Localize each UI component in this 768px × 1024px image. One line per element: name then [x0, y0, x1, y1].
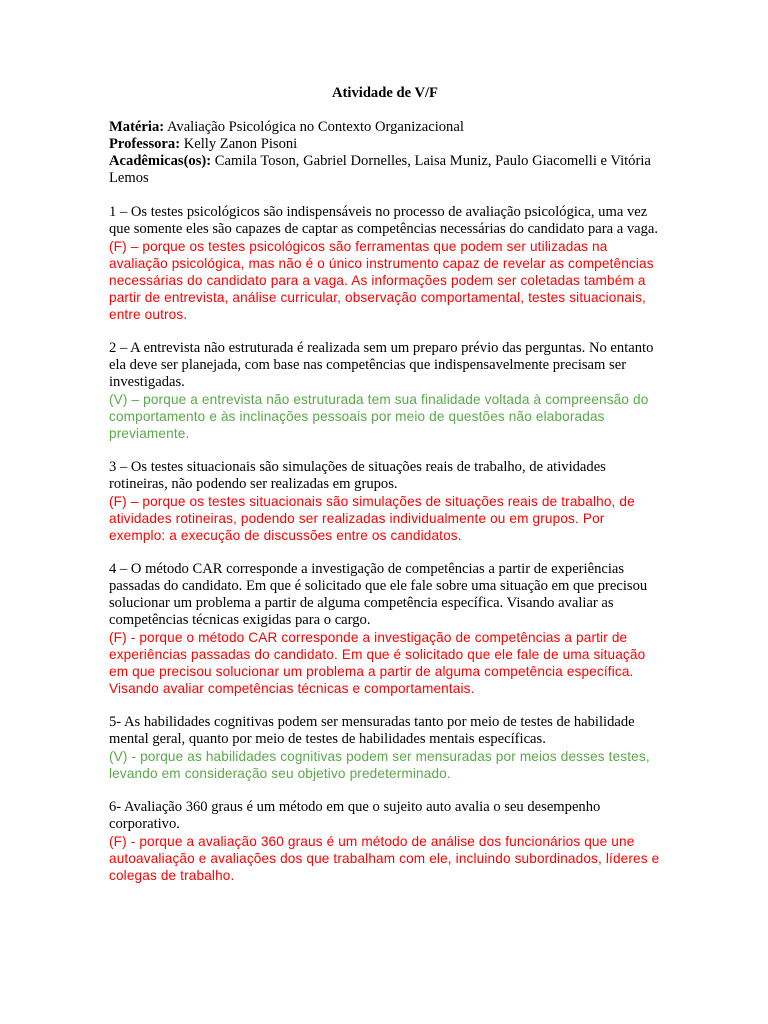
question-1: [109, 204, 661, 323]
materia-line: [109, 119, 661, 136]
answer-true: (V) - porque as habilidades cognitivas podem ser mensuradas por meios desses testes, levando em consideração seu objetivo predeterminado.: [109, 749, 650, 781]
answer-false: (F) – porque os testes psicológicos são ferramentas que podem ser utilizadas na avaliação psicológica, mas não é o único instrumento capaz de revelar as competências necessárias do candidato para a vaga. As informações podem ser coletadas também a partir de entrevista, análise curricular, observação comportamental, testes situacionais, entre outros.: [109, 239, 654, 322]
materia-label: Matéria:: [109, 119, 165, 135]
question-3: [109, 459, 661, 544]
answer-false: (F) - porque o método CAR corresponde a investigação de competências a partir de experiências passadas do candidato. Em que é solicitado que ele fale de uma situação em que precisou solucionar um problema a partir de alguma competência específica. Visando avaliar competências técnicas e comportamentais.: [109, 630, 646, 696]
professora-value: Kelly Zanon Pisoni: [180, 136, 298, 152]
document-header-info: [109, 119, 661, 187]
professora-label: Professora:: [109, 136, 181, 152]
document-page: [109, 85, 661, 901]
question-2: [109, 340, 661, 442]
question-statement: 1 – Os testes psicológicos são indispensáveis no processo de avaliação psicológica, uma vez que somente eles são capazes de captar as competências necessárias do candidato para a vaga.: [109, 204, 659, 237]
answer-false: (F) – porque os testes situacionais são simulações de situações reais de trabalho, de atividades rotineiras, podendo ser realizadas individualmente ou em grupos. Por exemplo: a execução de discussões entre os candidatos.: [109, 494, 635, 543]
academicos-label: Acadêmicas(os):: [109, 153, 212, 169]
materia-value: Avaliação Psicológica no Contexto Organizacional: [164, 119, 464, 135]
document-title: Atividade de V/F: [332, 85, 438, 101]
question-5: [109, 714, 661, 782]
question-4: [109, 561, 661, 697]
question-statement: 3 – Os testes situacionais são simulações de situações reais de trabalho, de atividades rotineiras, não podendo ser realizadas em grupos.: [109, 459, 606, 492]
question-statement: 6- Avaliação 360 graus é um método em que o sujeito auto avalia o seu desempenho corporativo.: [109, 799, 601, 832]
question-6: [109, 799, 661, 884]
answer-false: (F) - porque a avaliação 360 graus é um método de análise dos funcionários que une autoavaliação e avaliações dos que trabalham com ele, incluindo subordinados, líderes e colegas de trabalho.: [109, 834, 660, 883]
question-statement: 5- As habilidades cognitivas podem ser mensuradas tanto por meio de testes de habilidade mental geral, quanto por meio de testes de habilidades mentais específicas.: [109, 714, 635, 747]
academicos-value: Camila Toson, Gabriel Dornelles, Laisa Muniz, Paulo Giacomelli e Vitória Lemos: [109, 153, 651, 186]
academicos-line: [109, 153, 661, 187]
question-statement: 2 – A entrevista não estruturada é realizada sem um preparo prévio das perguntas. No entanto ela deve ser planejada, com base nas competências que indispensavelmente precisam ser investigadas.: [109, 340, 654, 390]
question-statement: 4 – O método CAR corresponde a investigação de competências a partir de experiências passadas do candidato. Em que é solicitado que ele fale sobre uma situação em que precisou solucionar um problema a partir de alguma competência específica. Visando avaliar as competências técnicas exigidas para o cargo.: [109, 561, 648, 628]
professora-line: [109, 136, 661, 153]
answer-true: (V) – porque a entrevista não estruturada tem sua finalidade voltada à compreensão do comportamento e às inclinações pessoais por meio de questões não elaboradas previamente.: [109, 392, 649, 441]
